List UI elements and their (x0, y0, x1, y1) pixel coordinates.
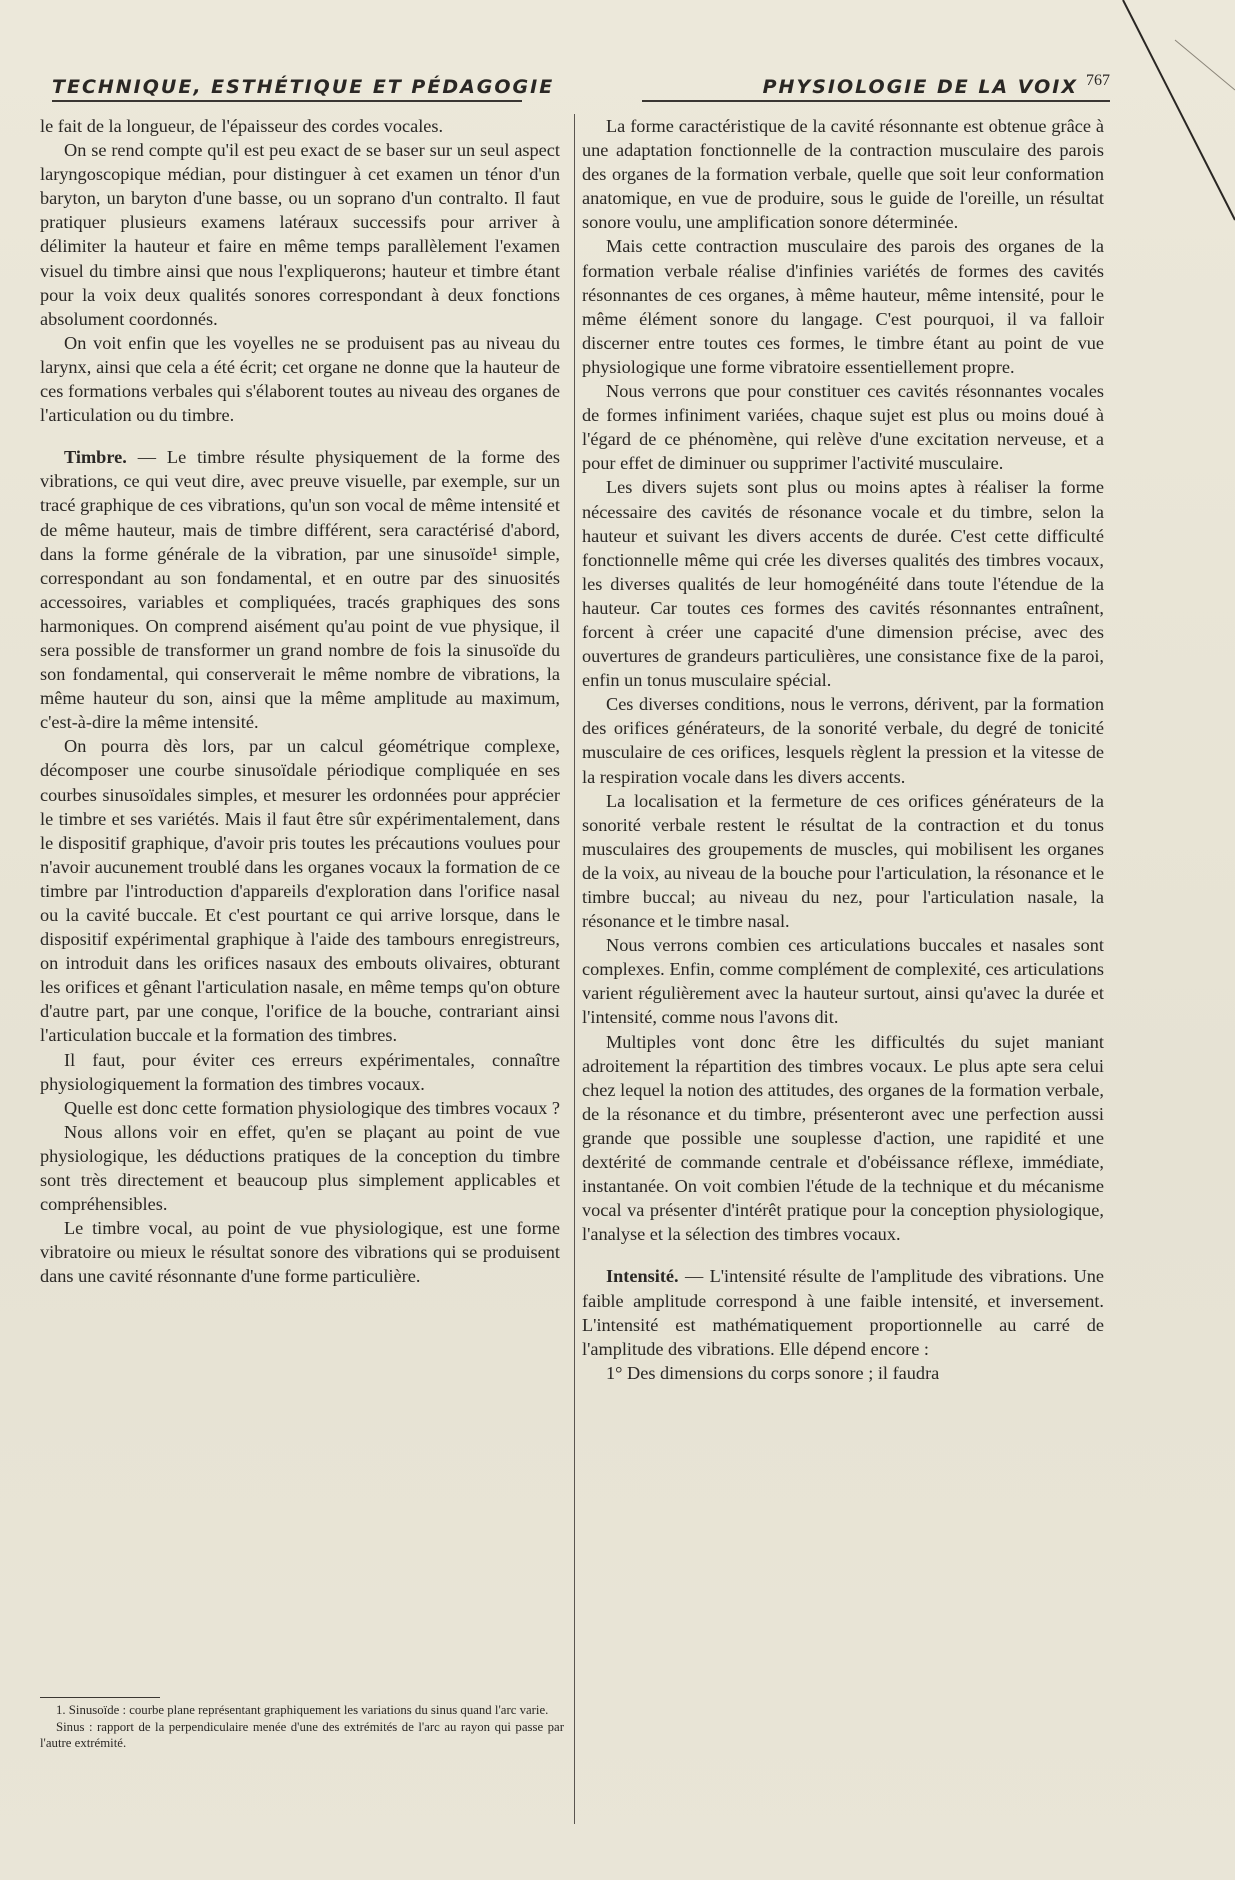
paragraph: Mais cette contraction musculaire des parois des organes de la formation verbale réalise d'infinies variétés de formes des cavités résonnantes de ces organes, à même hauteur, même intensité, pour le même élément sonore du langage. C'est pourquoi, il va falloir discerner entre toutes ces formes, le timbre étant au point de vue physiologique une forme vibratoire essentiellement propre. (582, 236, 1104, 377)
paragraph: Multiples vont donc être les difficultés du sujet maniant adroitement la répartition des timbres vocaux. Le plus apte sera celui chez lequel la notion des attitudes, des organes de la formation verbale, de la résonance et du timbre, présenteront avec une perfection aussi grande que possible une souplesse d'action, une rapidité et une dextérité de commande centrale et d'obéissance réflexe, immédiate, instantanée. On voit combien l'étude de la technique et du mécanisme vocal va présenter d'intérêt pratique pour la conception physiologique, l'analyse et la sélection des timbres vocaux. (582, 1031, 1104, 1245)
section-heading: Timbre. (64, 447, 127, 468)
paragraph: La localisation et la fermeture de ces orifices générateurs de la sonorité verbale restent le résultat de la contraction et du tonus musculaires des groupements de muscles, qui mobilisent les organes de la voix, au niveau de la bouche pour l'articulation, la résonance et le timbre buccal; au niveau du nez, pour l'articulation nasale, la résonance et le timbre nasal. (582, 790, 1104, 932)
footnote-rule (40, 1697, 160, 1698)
footnotes (40, 1702, 564, 1752)
page-corner-fold (1115, 0, 1235, 260)
paragraph: Les divers sujets sont plus ou moins aptes à réaliser la forme nécessaire des cavités de résonance vocale et du timbre, selon la hauteur et suivant les divers accents de durée. C'est cette difficulté fonctionnelle même qui crée les diverses qualités des timbres vocaux, les diverses qualités de leur homogénéité dans toute l'étendue de la hauteur. Car toutes ces formes des cavités résonnantes entraînent, forcent à créer une capacité d'une dimension précise, avec des ouvertures de grandeurs particulières, une consistance fixe de la paroi, enfin un tonus musculaire spécial. (582, 477, 1104, 691)
paragraph: Ces diverses conditions, nous le verrons, dérivent, par la formation des orifices générateurs, de la sonorité verbale, du degré de tonicité musculaire de ces orifices, lesquels règlent la pression et la vitesse de la respiration vocale dans les divers accents. (582, 694, 1104, 787)
header-left-title: TECHNIQUE, ESTHÉTIQUE ET PÉDAGOGIE (52, 76, 555, 98)
header-rule-right (642, 100, 1110, 102)
column-divider (574, 114, 575, 1824)
section-heading: Intensité. (606, 1266, 679, 1287)
paragraph: On voit enfin que les voyelles ne se produisent pas au niveau du larynx, ainsi que cela a été écrit; cet organe ne donne que la hauteur de ces formations verbales qui s'élaborent toutes au niveau des organes de l'articulation ou du timbre. (40, 332, 560, 426)
header-rule-left (52, 100, 522, 102)
footnote: 1. Sinusoïde : courbe plane représentant graphiquement les variations du sinus quand l'arc varie. (56, 1703, 549, 1717)
paragraph: le fait de la longueur, de l'épaisseur des cordes vocales. (40, 116, 444, 136)
paragraph: On pourra dès lors, par un calcul géométrique complexe, décomposer une courbe sinusoïdale périodique compliquée en ses courbes sinusoïdales simples, et mesurer les ordonnées pour apprécier le timbre et ses variétés. Mais il faut être sûr expérimentalement, dans le dispositif graphique, d'avoir pris toutes les précautions voulues pour n'avoir aucunement troublé dans les organes vocaux la formation de ce timbre par l'introduction d'appareils d'exploration dans l'orifice nasal ou la cavité buccale. Et c'est pourtant ce qui arrive lorsque, dans le dispositif expérimental graphique à l'aide des tambours enregistreurs, on introduit dans les orifices nasaux des embouts olivaires, obturant les orifices et gênant l'articulation nasale, en même temps qu'on obture d'autre part, par une conque, l'orifice de la bouche, contrariant ainsi l'articulation buccale et la formation des timbres. (40, 736, 560, 1046)
left-column (40, 114, 560, 1289)
paragraph: Le timbre vocal, au point de vue physiologique, est une forme vibratoire ou mieux le résultat sonore des vibrations qui se produisent dans une cavité résonnante d'une forme particulière. (40, 1218, 560, 1287)
paragraph: La forme caractéristique de la cavité résonnante est obtenue grâce à une adaptation fonctionnelle de la contraction musculaire des parois des organes de la formation verbale, quelle que soit leur conformation anatomique, en vue de produire, sous le guide de l'oreille, un résultat sonore voulu, une amplification sonore déterminée. (582, 116, 1104, 233)
right-column (582, 114, 1104, 1385)
paragraph: On se rend compte qu'il est peu exact de se baser sur un seul aspect laryngoscopique médian, pour distinguer à cet examen un ténor d'un baryton, un baryton d'une basse, ou un soprano d'un contralto. Il faut pratiquer plusieurs examens latéraux successifs pour arriver à délimiter la hauteur et faire en même temps parallèlement l'examen visuel du timbre ainsi que nous l'expliquerons; hauteur et timbre étant pour la voix deux qualités sonores correspondant à deux fonctions absolument coordonnés. (40, 140, 560, 329)
paragraph: Nous verrons combien ces articulations buccales et nasales sont complexes. Enfin, comme complément de complexité, ces articulations varient régulièrement avec la hauteur surtout, ainsi qu'avec la durée et l'intensité, comme nous l'avons dit. (582, 935, 1104, 1028)
running-header (52, 72, 1110, 102)
footnote: Sinus : rapport de la perpendiculaire menée d'une des extrémités de l'arc au rayon qui passe par l'autre extrémité. (40, 1719, 564, 1750)
paragraph: Il faut, pour éviter ces erreurs expérimentales, connaître physiologiquement la formation des timbres vocaux. (40, 1049, 560, 1094)
section-timbre-paragraph: Timbre. — Le timbre résulte physiquement de la forme des vibrations, ce qui veut dire, avec preuve visuelle, par exemple, sur un tracé graphique de ces vibrations, qu'un son vocal de même intensité et de même hauteur, mais de timbre différent, sera caractérisé d'abord, dans la forme générale de la vibration, par une sinusoïde¹ simple, correspondant au son fondamental, et en outre par des sinuosités accessoires, variables et compliquées, tracés graphiques des sons harmoniques. On comprend aisément qu'au point de vue physique, il sera possible de transformer un grand nombre de fois la sinusoïde du son fondamental, qui conserverait le même nombre de vibrations, la même hauteur du son, ainsi que la même amplitude au maximum, c'est-à-dire la même intensité. (40, 447, 560, 733)
section-intensite-paragraph: Intensité. — L'intensité résulte de l'amplitude des vibrations. Une faible amplitude correspond à une faible intensité, et inversement. L'intensité est mathématiquement proportionnelle au carré de l'amplitude des vibrations. Elle dépend encore : (582, 1266, 1104, 1359)
page-number: 767 (1086, 72, 1110, 89)
header-right-title: PHYSIOLOGIE DE LA VOIX (762, 76, 1078, 98)
paragraph: Quelle est donc cette formation physiologique des timbres vocaux ? (64, 1097, 560, 1118)
paragraph: Nous allons voir en effet, qu'en se plaçant au point de vue physiologique, les déductions pratiques de la conception du timbre sont très directement et beaucoup plus simplement applicables et compréhensibles. (40, 1121, 560, 1215)
paragraph: 1° Des dimensions du corps sonore ; il faudra (606, 1362, 940, 1383)
paragraph: Nous verrons que pour constituer ces cavités résonnantes vocales de formes infiniment variées, chaque sujet est plus ou moins doué à l'égard de ce phénomène, qui relève d'une excitation nerveuse, et a pour effet de diminuer ou supprimer l'activité musculaire. (582, 381, 1104, 474)
